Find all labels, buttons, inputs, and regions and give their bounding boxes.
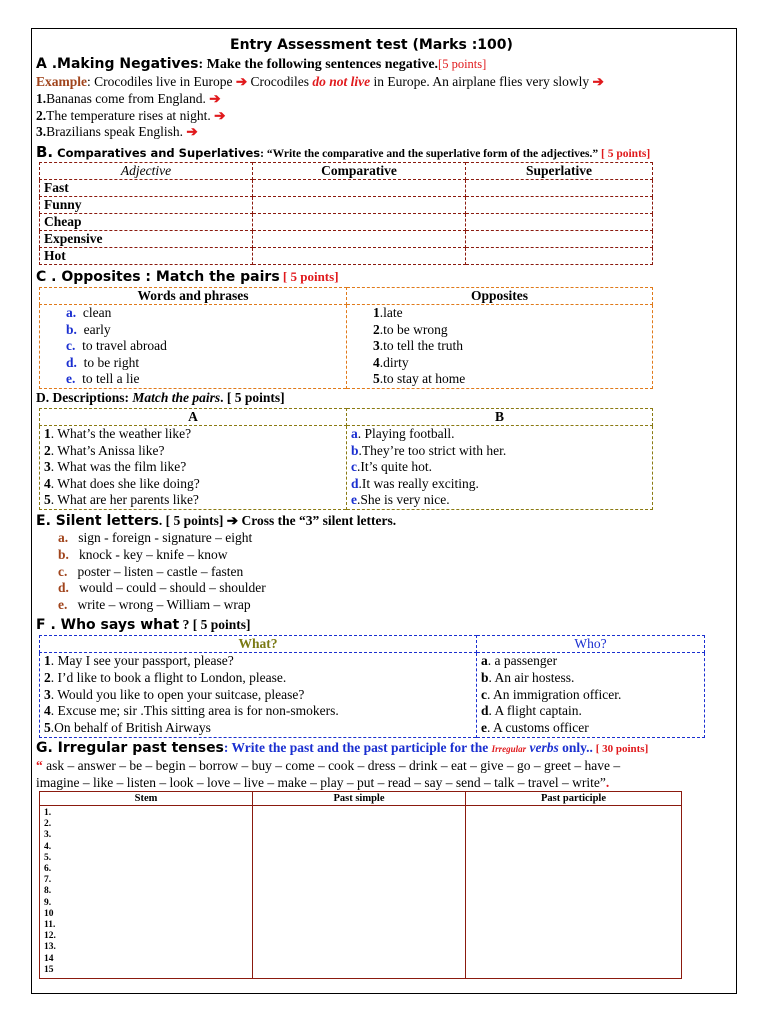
list-item: 1.late: [373, 305, 403, 320]
list-item: 4.: [44, 841, 52, 852]
list-item: 5.On behalf of British Airways: [44, 720, 211, 736]
section-g-heading: G. Irregular past tenses: Write the past and the past participle for the Irregular verbs only.. [ 30 points]: [36, 740, 649, 756]
arrow-right-icon: ➔: [235, 74, 248, 89]
list-item: 5.: [44, 852, 52, 863]
list-item: a. Playing football.: [351, 426, 455, 441]
list-item: 3.Brazilians speak English. ➔: [36, 124, 198, 139]
answer-cell[interactable]: [466, 214, 653, 231]
list-item: b. early: [66, 321, 111, 337]
list-item: 5.to stay at home: [373, 371, 466, 387]
column-header: Opposites: [470, 288, 528, 303]
column-header: Words and phrases: [137, 288, 249, 303]
section-a-items: [36, 91, 225, 141]
list-item: e. write – wrong – William – wrap: [58, 597, 251, 613]
column-header: Past participle: [540, 793, 607, 804]
list-item: 7.: [44, 875, 52, 886]
list-item: a. clean: [66, 305, 112, 320]
list-item: c. poster – listen – castle – fasten: [58, 563, 244, 579]
list-item: d. to be right: [66, 354, 140, 370]
column-header: Who?: [574, 636, 607, 651]
section-e-items: [58, 530, 266, 614]
answer-cell[interactable]: [466, 248, 653, 265]
column-header: Comparative: [321, 163, 397, 178]
list-item: 12.: [44, 931, 56, 942]
list-item: d. A flight captain.: [481, 703, 582, 719]
list-item: e. to tell a lie: [66, 371, 140, 387]
arrow-right-icon: ➔: [209, 91, 221, 106]
list-item: b. knock - key – knife – know: [58, 546, 228, 562]
section-a-example: Example: Crocodiles live in Europe ➔ Crocodiles do not live in Europe. An airplane flies very slowly ➔: [36, 74, 604, 89]
column-header: Past simple: [333, 793, 385, 804]
opposites-table: [39, 287, 653, 389]
list-item: 10: [44, 908, 54, 919]
list-item: 1.: [44, 808, 52, 818]
list-item: 2.to be wrong: [373, 321, 448, 337]
page-title: Entry Assessment test (Marks :100): [230, 37, 513, 53]
arrow-right-icon: ➔: [592, 74, 604, 89]
list-item: 3. What was the film like?: [44, 459, 187, 475]
column-header: B: [494, 409, 504, 424]
comparatives-table: [39, 162, 653, 265]
list-item: 2. I’d like to book a flight to London, please.: [44, 669, 287, 685]
list-item: c. to travel abroad: [66, 338, 167, 354]
column-header: Superlative: [526, 163, 592, 178]
list-item: 4.dirty: [373, 354, 409, 370]
section-a-heading: A .Making Negatives: Make the following sentences negative.[5 points]: [36, 56, 487, 72]
answer-cell[interactable]: [253, 214, 466, 231]
list-item: 9.: [44, 897, 52, 908]
list-item: 14: [44, 953, 54, 964]
answer-cell[interactable]: [466, 806, 682, 979]
list-item: e.She is very nice.: [351, 492, 450, 508]
list-item: c. An immigration officer.: [481, 686, 622, 702]
table-row: Hot: [40, 248, 653, 265]
list-item: 11.: [44, 920, 56, 931]
answer-cell[interactable]: [253, 180, 466, 197]
list-item: b. An air hostess.: [481, 669, 575, 685]
list-item: 5. What are her parents like?: [44, 492, 199, 508]
list-item: 2.: [44, 819, 52, 830]
list-item: d. would – could – should – shoulder: [58, 580, 266, 596]
section-b-heading: B. Comparatives and Superlatives: “Write the comparative and the superlative form of the adjectives.” [ 5 points]: [36, 143, 651, 161]
list-item: 13.: [44, 942, 56, 953]
list-item: a. a passenger: [481, 653, 558, 668]
list-item: e. A customs officer: [481, 720, 589, 736]
list-item: 1. May I see your passport, please?: [44, 653, 234, 668]
answer-cell[interactable]: [466, 197, 653, 214]
section-e-heading: E. Silent letters. [ 5 points] ➔ Cross the “3” silent letters.: [36, 513, 397, 529]
arrow-right-icon: ➔: [186, 124, 198, 139]
answer-cell[interactable]: [253, 248, 466, 265]
list-item: 3. Would you like to open your suitcase, please?: [44, 686, 305, 702]
list-item: a. sign - foreign - signature – eight: [58, 530, 253, 545]
list-item: 4. Excuse me; sir .This sitting area is for non-smokers.: [44, 703, 339, 719]
list-item: 2. What’s Anissa like?: [44, 442, 165, 458]
descriptions-table: [39, 408, 653, 510]
list-item: 4. What does she like doing?: [44, 475, 200, 491]
list-item: 3.to tell the truth: [373, 338, 463, 354]
list-item: 1. What’s the weather like?: [44, 426, 192, 441]
answer-cell[interactable]: [253, 806, 466, 979]
table-row: Expensive: [40, 231, 653, 248]
column-header: What?: [238, 636, 278, 651]
answer-cell[interactable]: [253, 231, 466, 248]
column-header: Stem: [134, 793, 158, 804]
table-row: Fast: [40, 180, 653, 197]
list-item: 2.The temperature rises at night. ➔: [36, 107, 226, 123]
section-f-heading: F . Who says what ? [ 5 points]: [36, 617, 251, 633]
section-c-heading: C . Opposites : Match the pairs [ 5 points]: [36, 269, 339, 285]
list-item: 8.: [44, 886, 52, 897]
list-item: 6.: [44, 864, 52, 875]
who-says-what-table: [39, 635, 705, 738]
answer-cell[interactable]: [466, 231, 653, 248]
list-item: d.It was really exciting.: [351, 475, 479, 491]
list-item: 3.: [44, 830, 52, 841]
verb-list: “ ask – answer – be – begin – borrow – buy – come – cook – dress – drink – eat – give – go – greet – have – imagine – like – listen – look – love – live – make – play – put – read – say – send – talk – travel – write”.: [36, 758, 621, 790]
column-header: Adjective: [120, 163, 172, 178]
arrow-right-icon: ➔: [214, 107, 226, 123]
list-item: c.It’s quite hot.: [351, 459, 432, 475]
table-row: Funny: [40, 197, 653, 214]
section-d-heading: D. Descriptions: Match the pairs. [ 5 points]: [36, 390, 285, 405]
list-item: 15: [44, 964, 54, 975]
irregular-verbs-table: [39, 791, 682, 979]
list-item: b.They’re too strict with her.: [351, 442, 507, 458]
answer-cell[interactable]: [253, 197, 466, 214]
table-row: Cheap: [40, 214, 653, 231]
list-item: 1.Bananas come from England. ➔: [36, 91, 221, 106]
arrow-right-icon: ➔: [226, 513, 239, 528]
answer-cell[interactable]: [466, 180, 653, 197]
column-header: A: [188, 409, 198, 424]
